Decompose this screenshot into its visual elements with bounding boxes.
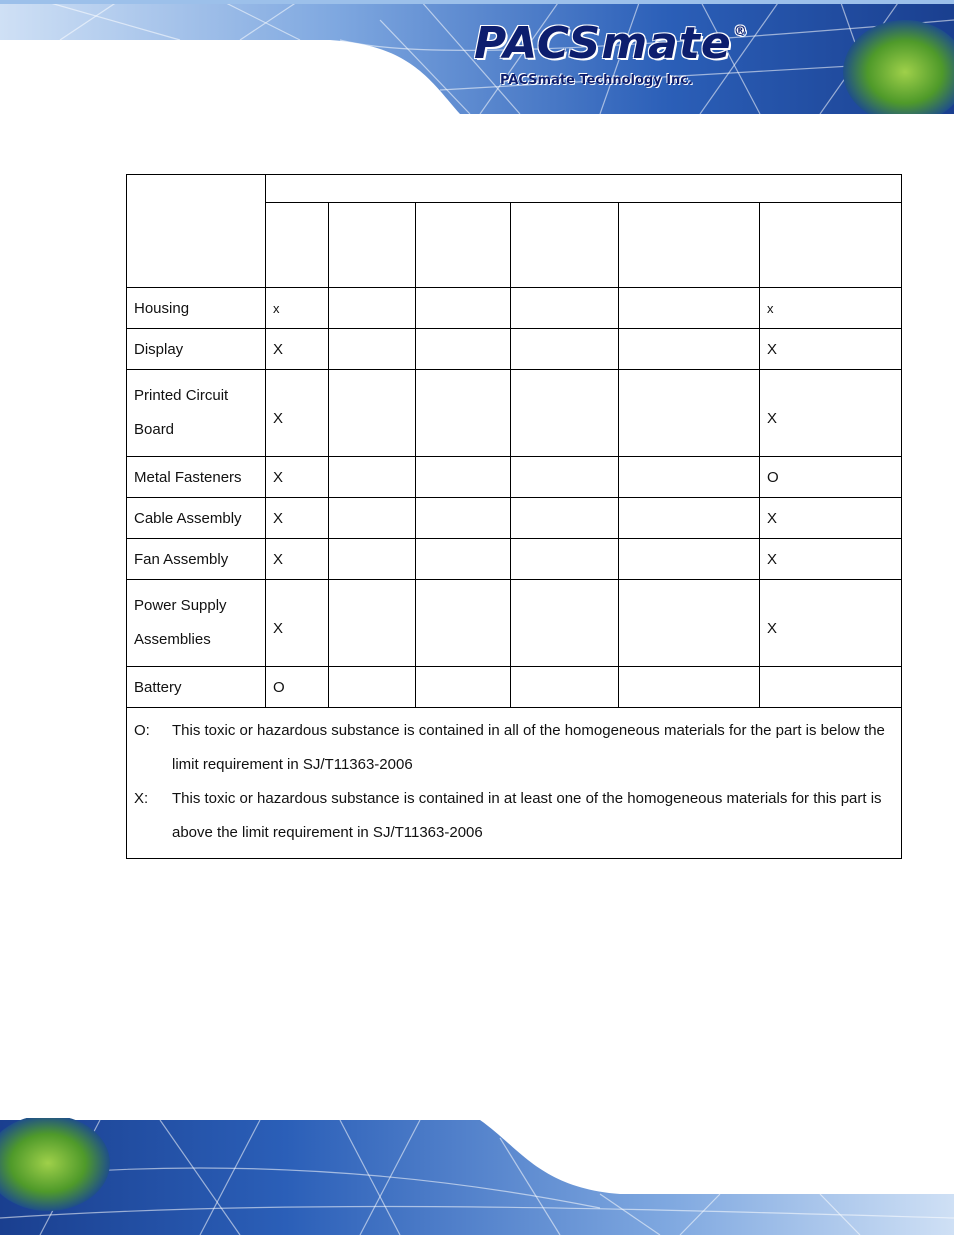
substance-value: X: [266, 370, 329, 457]
substance-value: X: [760, 329, 902, 370]
substance-value: [329, 457, 416, 498]
part-name: Battery: [127, 667, 266, 708]
substance-value: [619, 457, 760, 498]
table-header-row: [127, 175, 902, 203]
substance-value: [416, 580, 511, 667]
brand-logo: [474, 18, 748, 69]
brand-name: PACSmate: [474, 18, 732, 69]
substance-value: [416, 457, 511, 498]
substance-value: [619, 580, 760, 667]
substance-value: [329, 667, 416, 708]
footer-banner: [0, 1118, 954, 1235]
substance-value: [619, 329, 760, 370]
substance-group-header-cell: [266, 175, 902, 203]
table-row: [127, 498, 902, 539]
part-name: Metal Fasteners: [127, 457, 266, 498]
substance-value: O: [760, 457, 902, 498]
substance-value: [511, 329, 619, 370]
substance-value: [619, 539, 760, 580]
legend-text: This toxic or hazardous substance is contained in at least one of the homogeneous materials for this part is above the limit requirement in SJ/T11363-2006: [172, 790, 882, 841]
substance-header-cell: [416, 203, 511, 288]
part-name: Fan Assembly: [127, 539, 266, 580]
table-row: [127, 457, 902, 498]
brand-tagline: PACSmate Technology Inc.: [500, 73, 693, 88]
substance-value: [619, 498, 760, 539]
legend-note-o: [134, 714, 894, 782]
substance-value: X: [266, 457, 329, 498]
substance-value: [511, 498, 619, 539]
substance-value: [416, 329, 511, 370]
substance-value: [329, 580, 416, 667]
hazardous-substances-table: [126, 174, 902, 859]
substance-header-cell: [329, 203, 416, 288]
substance-value: [329, 288, 416, 329]
substance-value: x: [760, 288, 902, 329]
table-row: [127, 580, 902, 667]
table-row: [127, 539, 902, 580]
legend-row: [127, 708, 902, 859]
part-name: Printed Circuit Board: [127, 370, 266, 457]
legend-text: This toxic or hazardous substance is contained in all of the homogeneous materials for the part is below the limit requirement in SJ/T11363-2006: [172, 722, 885, 773]
legend-mark: O:: [134, 722, 150, 739]
substance-value: [416, 370, 511, 457]
part-name: Housing: [127, 288, 266, 329]
substance-header-cell: [511, 203, 619, 288]
substance-value: X: [266, 329, 329, 370]
table-row: [127, 288, 902, 329]
substance-value: [619, 667, 760, 708]
substance-value: [760, 667, 902, 708]
substance-value: X: [266, 580, 329, 667]
substance-value: [416, 288, 511, 329]
part-name-header-cell: [127, 175, 266, 288]
substance-value: [511, 580, 619, 667]
substance-value: [416, 667, 511, 708]
substance-header-cell: [619, 203, 760, 288]
substance-value: [511, 457, 619, 498]
substance-value: [416, 498, 511, 539]
substance-value: [511, 370, 619, 457]
substance-header-cell: [760, 203, 902, 288]
substance-header-cell: [266, 203, 329, 288]
part-name: Display: [127, 329, 266, 370]
substance-value: O: [266, 667, 329, 708]
substance-value: X: [760, 580, 902, 667]
substance-value: x: [266, 288, 329, 329]
legend-note-x: [134, 782, 894, 850]
substance-value: X: [266, 539, 329, 580]
part-name: Power Supply Assemblies: [127, 580, 266, 667]
legend-cell: [127, 708, 902, 859]
substance-value: [511, 667, 619, 708]
table-row: [127, 370, 902, 457]
substance-value: [619, 370, 760, 457]
substance-value: X: [760, 498, 902, 539]
registered-mark: ®: [733, 24, 748, 39]
substance-value: [329, 329, 416, 370]
substance-value: X: [760, 539, 902, 580]
substance-value: [511, 288, 619, 329]
legend-mark: X:: [134, 790, 149, 807]
substance-value: [619, 288, 760, 329]
substance-value: [329, 498, 416, 539]
part-name: Cable Assembly: [127, 498, 266, 539]
substance-value: [329, 370, 416, 457]
table-row: [127, 329, 902, 370]
table-row: [127, 667, 902, 708]
substance-value: X: [266, 498, 329, 539]
substance-value: [511, 539, 619, 580]
substance-value: X: [760, 370, 902, 457]
substance-value: [329, 539, 416, 580]
substance-value: [416, 539, 511, 580]
